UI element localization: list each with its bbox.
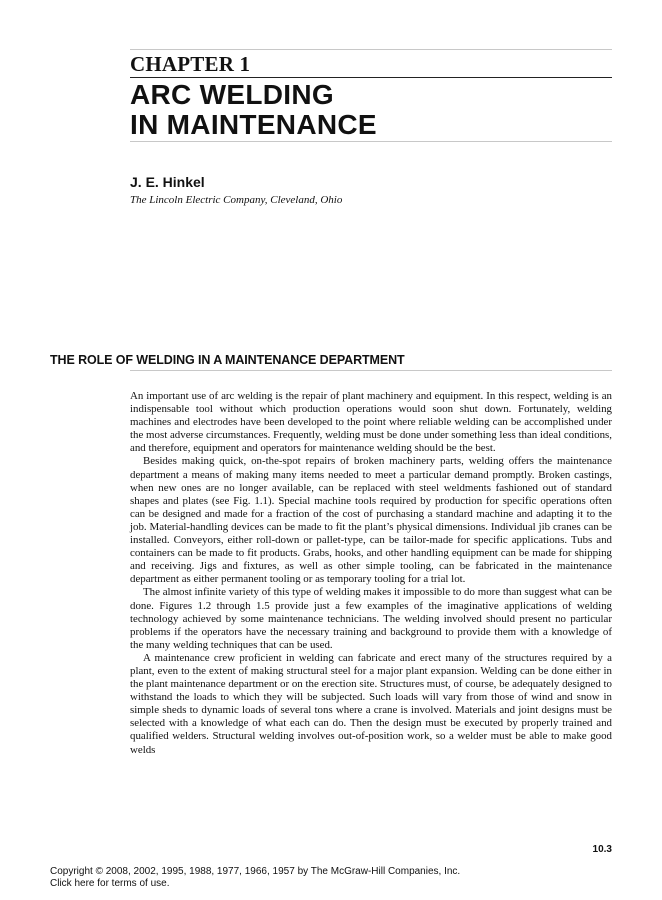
top-rule xyxy=(130,49,612,50)
copyright-block xyxy=(50,866,460,889)
section-rule xyxy=(130,370,612,371)
chapter-title xyxy=(130,80,377,140)
body-text xyxy=(130,390,612,757)
page-number: 10.3 xyxy=(592,844,612,855)
paragraph-3: The almost infinite variety of this type of welding makes it impossible to do more than suggest what can be done. Figures 1.2 through 1.5 provide just a few examples of the imaginative applications of welding technology achieved by some maintenance technicians. The welding involved should present no particular problems if the operators have the necessary training and background to provide them with a knowledge of the many welding techniques that can be used. xyxy=(130,586,612,651)
paragraph-4: A maintenance crew proficient in welding can fabricate and erect many of the structures required by a plant, even to the extent of making structural steel for a major plant expansion. Welding can be done either in the plant maintenance department or on the erection site. Structures must, of course, be adequately designed to withstand the loads to which they will be subjected. Such loads will vary from those of wind and snow in simple sheds to dynamic loads of several tons where a crane is involved. Materials and joint designs must be selected with a knowledge of what each can do. Then the design must be executed by properly trained and qualified welders. Structural welding involves out-of-position work, so a welder must be able to make good welds xyxy=(130,651,612,756)
chapter-rule xyxy=(130,77,612,78)
copyright-text: Copyright © 2008, 2002, 1995, 1988, 1977, 1966, 1957 by The McGraw-Hill Companies, Inc. xyxy=(50,866,461,877)
chapter-label: CHAPTER 1 xyxy=(130,52,251,76)
paragraph-1: An important use of arc welding is the repair of plant machinery and equipment. In this respect, welding is an indispensable tool without which production operations would soon shut down. Fortunately, welding machines and electrodes have been developed to the point where reliable welding can be accomplished under the most adverse circumstances. Frequently, welding must be done under something less than ideal conditions, and therefore, equipment and operators for maintenance welding should be the best. xyxy=(130,390,612,455)
paragraph-2: Besides making quick, on-the-spot repairs of broken machinery parts, welding offers the maintenance department a means of making many items needed to meet a particular demand promptly. Broken castings, when new ones are no longer available, can be replaced with steel weldments fashioned out of standard shapes and plates (see Fig. 1.1). Special machine tools required by production for specific operations often can be designed and made for a fraction of the cost of purchasing a standard machine and adapting it to the job. Material-handling devices can be made to fit the plant’s physical dimensions. Individual jib cranes can be installed. Conveyors, either roll-down or pallet-type, can be tailor-made for specific applications. Tubs and containers can be made to fit products. Grabs, hooks, and other handling equipment can be made for shipping and receiving. Jigs and fixtures, as well as other simple tooling, can be fabricated in the maintenance department as either permanent tooling or as temporary tooling for a trial lot. xyxy=(130,455,612,586)
author-affiliation: The Lincoln Electric Company, Cleveland, Ohio xyxy=(130,194,343,206)
section-heading: THE ROLE OF WELDING IN A MAINTENANCE DEPARTMENT xyxy=(50,353,405,367)
author-name: J. E. Hinkel xyxy=(130,174,205,190)
chapter-title-line-1: ARC WELDING xyxy=(130,79,334,110)
title-bottom-rule xyxy=(130,141,612,142)
chapter-title-line-2: IN MAINTENANCE xyxy=(130,109,377,140)
terms-of-use-link[interactable]: Click here for terms of use. xyxy=(50,877,170,889)
